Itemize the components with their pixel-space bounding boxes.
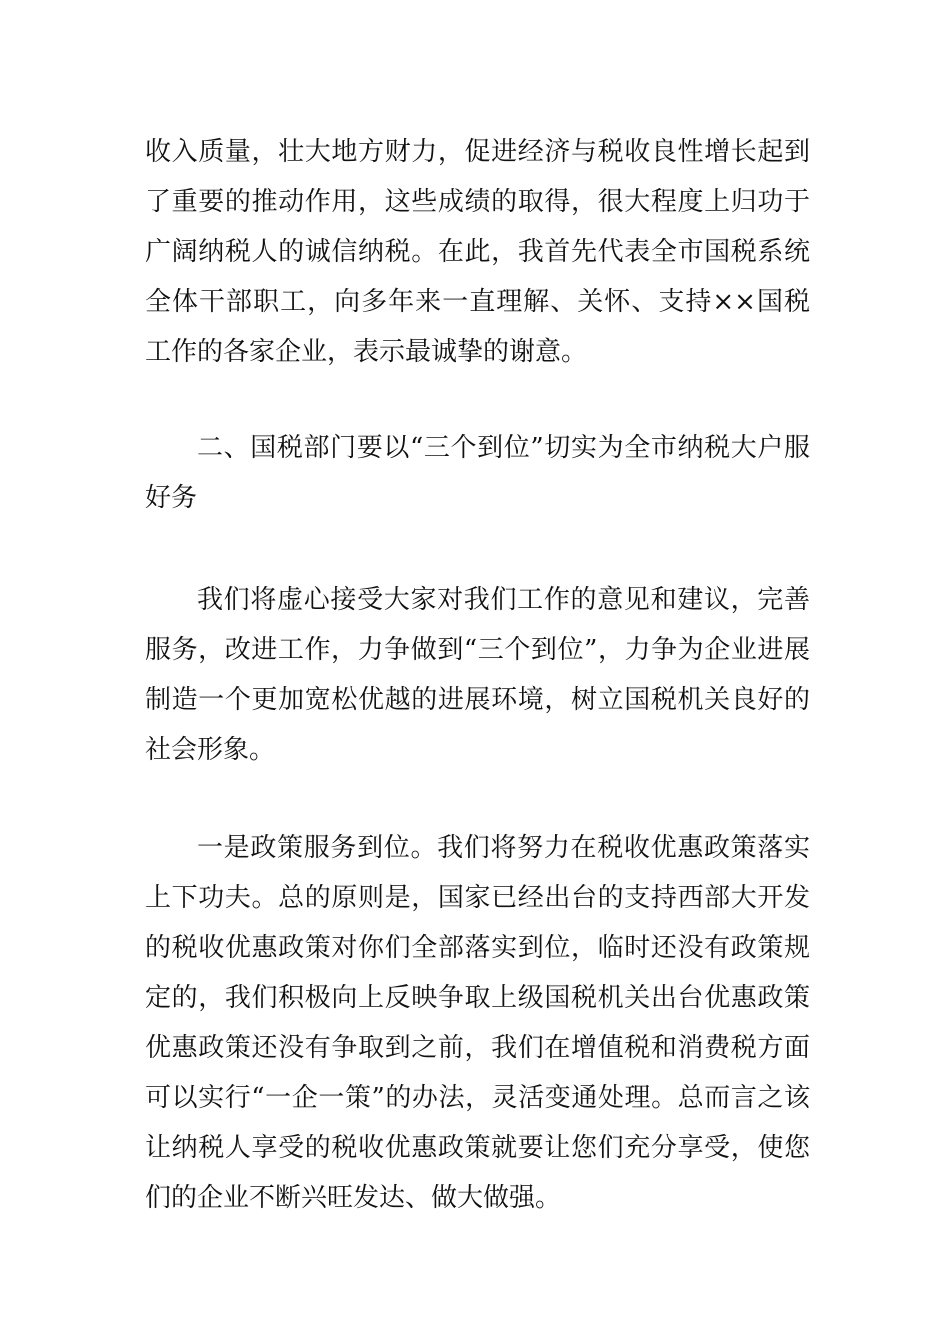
paragraph-continuation: 收入质量，壮大地方财力，促进经济与税收良性增长起到了重要的推动作用，这些成绩的取得，很大程度上归功于广阔纳税人的诚信纳税。在此，我首先代表全市国税系统全体干部职工，向多年来一直理解、关怀、支持××国税工作的各家企业，表示最诚挚的谢意。 (145, 137, 810, 367)
paragraph-commitment: 我们将虚心接受大家对我们工作的意见和建议，完善服务，改进工作，力争做到“三个到位”，力争为企业进展制造一个更加宽松优越的进展环境，树立国税机关良好的社会形象。 (145, 585, 810, 765)
section-heading: 二、国税部门要以“三个到位”切实为全市纳税大户服好务 (145, 433, 810, 513)
paragraph-policy-service: 一是政策服务到位。我们将努力在税收优惠政策落实上下功夫。总的原则是，国家已经出台的支持西部大开发的税收优惠政策对你们全部落实到位，临时还没有政策规定的，我们积极向上反映争取上级国税机关出台优惠政策优惠政策还没有争取到之前，我们在增值税和消费税方面可以实行“一企一策”的办法，灵活变通处理。总而言之该让纳税人享受的税收优惠政策就要让您们充分享受，使您们的企业不断兴旺发达、做大做强。 (145, 833, 810, 1213)
